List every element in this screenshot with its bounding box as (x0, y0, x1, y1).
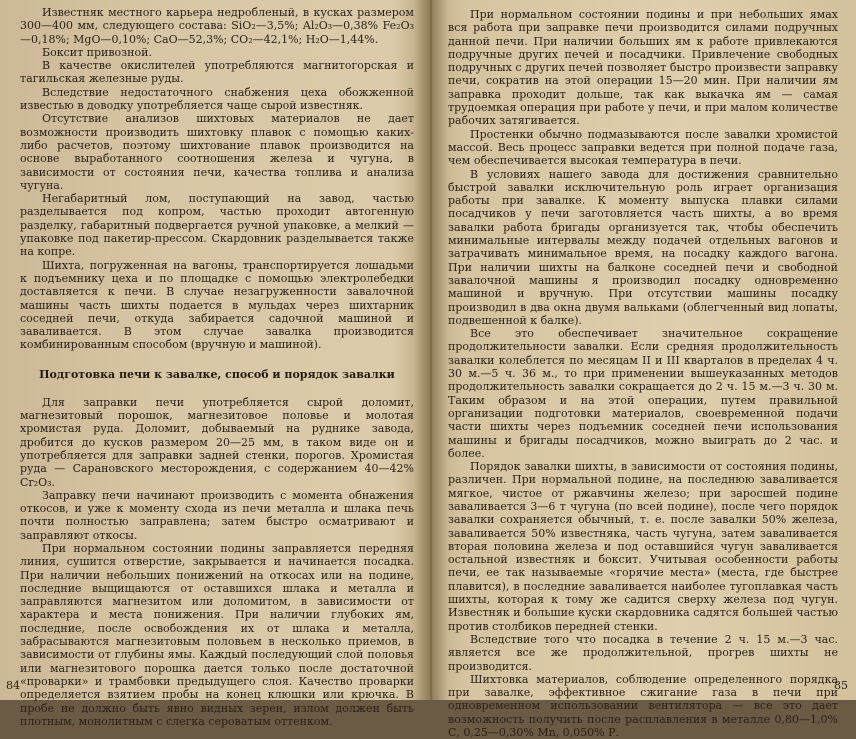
paragraph-piers: Простенки обычно подмазываются после завалки хромистой массой. Весь процесс заправки ведется при полной подаче газа, чем обеспечивается высокая температура в печи. (448, 127, 838, 168)
paragraph-no-analysis: Отсутствие анализов шихтовых материалов не дает возможности производить шихтовку плавок с помощью каких-либо расчетов, поэтому шихтование плавок производится на основе выработанного соотношения железа и чугуна, в зависимости от состояния печи, качества топлива и анализа чугуна. (20, 112, 414, 192)
paragraph-scrap: Негабаритный лом, поступающий на завод, частью разделывается под копром, частью проходит автогенную разделку, габаритный подвергается ручной упаковке, а мелкий — упаковке под пакетир-прессом. Скардовник разделывается также на копре. (20, 192, 414, 259)
section-heading: Подготовка печи к завалке, способ и порядок завалки (39, 367, 395, 381)
paragraph-charge-transport: Шихта, погруженная на вагоны, транспортируется лошадьми к подъемнику цеха и по площадке с помощью электролебедки доставляется к печи. В случае незагруженности завалочной машины часть шихты подается в мульдах через шихтарник соседней печи, откуда забирается садочной машиной и заваливается. В этом случае завалка производится комбинированным способом (вручную и машиной). (20, 258, 414, 352)
paragraph-charging-organization: В условиях нашего завода для достижения сравнительно быстрой завалки исключительную роль играет организация работы при завалке. К моменту выпуска плавки силами посадчиков у печи заготовляется часть шихты, а во время завалки работа бригады организуется так, чтобы обеспечить минимальные интервалы между подачей отдельных вагонов и затрачивать минимальное время, на посадку каждого вагона. При наличии шихты на балконе соседней печи и свободной завалочной машины я производил посадку одновременно машиной и вручную. При отсутствии машины посадку производил в два окна двумя вальками (облегченный вид лопаты, подвешенной к балке). (448, 167, 838, 327)
paragraph-crew: При нормальном состоянии подины и при небольших ямах вся работа при заправке печи производится силами подручных данной печи. При наличии больших ям к работе привлекаются подручные других печей и посадчики. Привлечение свободных подручных с других печей позволяет быстро произвести заправку печи, сократив на этой операции 15—20 мин. При наличии ям заправка проходит дольше, так как выкачка ям — самая трудоемкая операция при работе у печи, и при малом количестве рабочих затягивается. (448, 8, 838, 128)
paragraph-lime-shortage: Вследствие недостаточного снабжения цеха обожженной известью в доводку употребляется чаще сырой известняк. (20, 85, 414, 113)
paragraph-oxidizers: В качестве окислителей употребляются магнитогорская и тагильская железные руды. (20, 59, 414, 86)
paragraph-duration: Все это обеспечивает значительное сокращение продолжительности завалки. Если средняя продолжительность завалки колеблется по месяцам II и III кварталов в пределах 4 ч. 30 м.—5 ч. 36 м., то при применении вышеуказанных методов продолжительность завалки сокращается до 2 ч. 15 м.—3 ч. 30 м. Таким образом и на этой операции, путем правильной организации подготовки материалов, своевременной подачи части шихты через подъемник соседней печи использования машины и бригады посадчиков, можно выиграть до 2 час. и более. (448, 327, 838, 460)
paragraph-fettling-materials: Для заправки печи употребляется сырой доломит, магнезитовый порошок, магнезитовое половье и молотая хромистая руда. Доломит, добываемый на руднике завода, дробится до кусков размером 20—25 мм, в таком виде он и употребляется для заправки задней стенки, порогов. Хромистая руда — Сарановского месторождения, с содержанием 40—42% Cr₂O₃. (20, 395, 414, 489)
paragraph-hearth-repair: При нормальном состоянии подины заправляется передняя линия, сушится отверстие, закрывается и начинается посадка. При наличии небольших понижений на откосах или на подине, последние выщищаются от оставшихся шлака и металла и заправляются магнезитом или доломитом, в зависимости от характера и места понижения. При наличии глубоких ям, последние, после освобождения их от шлака и металла, забрасываются магнезитовым половьем в несколько приемов, в зависимости от глубины ямы. Каждый последующий слой половья или магнезитового порошка дается только после достаточной «проварки» и трамбовки предыдущего слоя. Качество проварки определяется взятием пробы на конец клюшки или крючка. В пробе не должно быть явно видных зерен, излом должен быть плотным, монолитным с слегка сероватым оттенком. (20, 541, 414, 728)
page-number-left: 84 (6, 679, 20, 692)
paragraph-results: Шихтовка материалов, соблюдение определенного порядка при завалке, эффективное сжигание газа в печи при одновременном использовании вентилятора — все это дает возможность получить после расплавления в металле 0,80—1,0% С, 0,25—0,30% Mn, 0,050% Р. (448, 672, 838, 739)
right-page (432, 0, 856, 739)
paragraph-no-preheat: Вследствие того что посадка в течение 2 ч. 15 м.—3 час. является все же продолжительной, прогрев шихты не производится. (448, 632, 838, 673)
paragraph-fettling-start: Заправку печи начинают производить с момента обнажения откосов, и уже к моменту схода из печи металла и шлака печь почти полностью заправлена; затем быстро осматривают и заправляют откосы. (20, 488, 414, 542)
paragraph-charging-order: Порядок завалки шихты, в зависимости от состояния подины, различен. При нормальной подине, на последнюю заваливается мягкое, чистое от ржавчины железо; при заросшей подине заваливается 3—6 т чугуна (по всей подине), после чего порядок завалки сохраняется обычный, т. е. после завалки 50% железа, заваливается 50% известняка, часть чугуна, затем заваливается вторая половина железа и под оставшийся чугун заваливается остальной известняк и боксит. Учитывая особенности работы печи, ее так называемые «горячие места» (места, где быстрее плавится), в последние заваливается наиболее тугоплавкая часть шихты, которая к тому же садится сверху железа под чугун. Известняк и большие куски скардовника садятся большей частью против столбиков передней стенки. (448, 460, 838, 633)
paragraph-limestone: Известняк местного карьера недробленый, в кусках размером 300—400 мм, следующего состава: SiO₂—3,5%; Al₂O₃—0,38% Fe₂O₃—0,18%; MgO—0,10%; CaO—52,3%; CO₂—42,1%; H₂O—1,44%. (20, 6, 414, 46)
paragraph-bauxite: Боксит привозной. (42, 45, 152, 59)
page-number-right: 85 (834, 679, 848, 692)
left-page (0, 0, 428, 728)
